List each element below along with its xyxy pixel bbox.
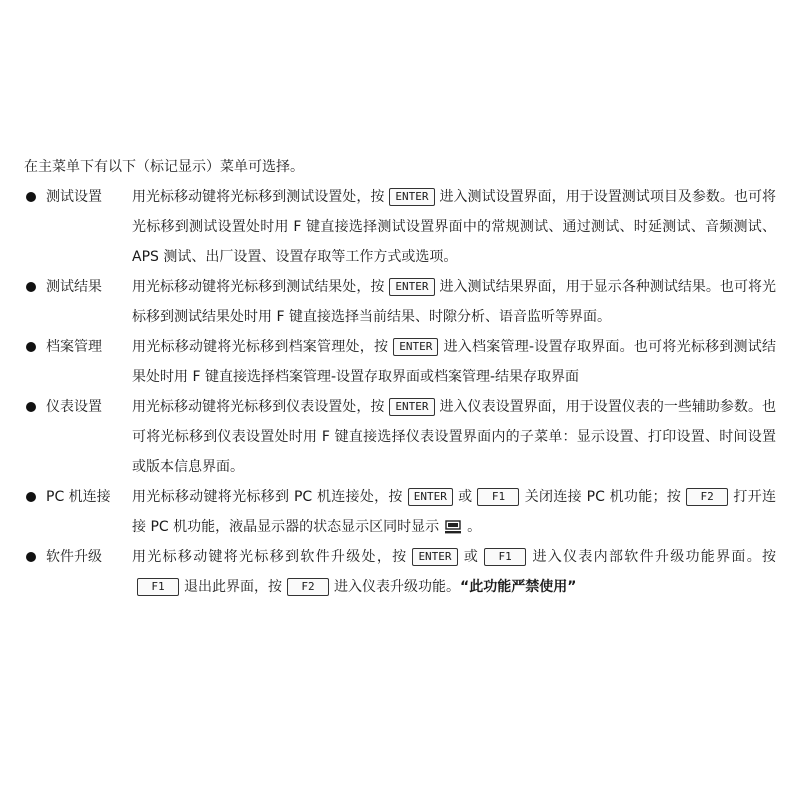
desc-part: 用光标移动键将光标移到测试设置处，按: [132, 189, 385, 205]
intro-text: 在主菜单下有以下（标记显示）菜单可选择。: [24, 159, 304, 175]
f1-key-label: F1: [137, 578, 179, 596]
desc-part: 用光标移动键将光标移到档案管理处，按: [132, 339, 389, 355]
f1-key-label: F1: [484, 548, 526, 566]
item-term: 测试结果: [46, 279, 102, 295]
desc-part: 退出此界面，按: [184, 579, 282, 595]
enter-key-label: ENTER: [389, 398, 434, 416]
desc-part: 打开连接 PC 机功能，液晶显示器的状态显示区同时显示: [132, 489, 777, 535]
item-term: PC 机连接: [46, 489, 111, 505]
f2-key-label: F2: [287, 578, 329, 596]
desc-part: 用光标移动键将光标移到仪表设置处，按: [132, 399, 385, 415]
desc-part: 进入仪表设置界面，用于设置仪表的一些辅助参数。也可将光标移到仪表设置处时用 F 键直接选择仪表设置界面内的子菜单：显示设置、打印设置、时间设置或版本信息界面。: [132, 399, 776, 475]
bullet-icon: [26, 282, 36, 292]
enter-key-label: ENTER: [389, 278, 434, 296]
desc-part: 进入测试设置界面，用于设置测试项目及参数。也可将光标移到测试设置处时用 F 键直接选择测试设置界面中的常规测试、通过测试、时延测试、音频测试、APS 测试、出厂设置、设置存取等工作方式或选项。: [132, 189, 776, 265]
item-description: [132, 542, 776, 602]
enter-key-label: ENTER: [412, 548, 457, 566]
desc-part: 用光标移动键将光标移到软件升级处，按: [132, 549, 408, 565]
desc-part: 或: [462, 549, 480, 565]
desc-part: 进入仪表升级功能。: [334, 579, 460, 595]
item-term: 档案管理: [46, 339, 102, 355]
list-item-file-management: [24, 332, 776, 392]
item-description: [132, 182, 776, 272]
bullet-icon: [26, 192, 36, 202]
f1-key-label: F1: [477, 488, 519, 506]
warning-text: “此功能严禁使用”: [460, 579, 577, 595]
list-item-software-upgrade: [24, 542, 776, 602]
item-term: 仪表设置: [46, 399, 102, 415]
desc-part: 用光标移动键将光标移到测试结果处，按: [132, 279, 385, 295]
f2-key-label: F2: [686, 488, 728, 506]
bullet-icon: [26, 402, 36, 412]
desc-part: 或: [457, 489, 473, 505]
enter-key-label: ENTER: [393, 338, 438, 356]
enter-key-label: ENTER: [389, 188, 434, 206]
item-term: 软件升级: [46, 549, 102, 565]
list-item-instrument-settings: [24, 392, 776, 482]
document-body: [24, 152, 776, 602]
desc-part: 关闭连接 PC 机功能；按: [524, 489, 682, 505]
bullet-icon: [26, 552, 36, 562]
desc-part: 进入测试结果界面，用于显示各种测试结果。也可将光标移到测试结果处时用 F 键直接选择当前结果、时隙分析、语音监听等界面。: [132, 279, 776, 325]
item-description: [132, 482, 776, 542]
desc-part: 用光标移动键将光标移到 PC 机连接处，按: [132, 489, 403, 505]
list-item-test-results: [24, 272, 776, 332]
item-description: [132, 332, 776, 392]
bullet-icon: [26, 492, 36, 502]
enter-key-label: ENTER: [408, 488, 453, 506]
item-description: [132, 272, 776, 332]
item-term: 测试设置: [46, 189, 102, 205]
desc-part: 进入档案管理-设置存取界面。也可将光标移到测试结果处时用 F 键直接选择档案管理-设置存取界面或档案管理-结果存取界面: [132, 339, 777, 385]
pc-connection-icon: [445, 520, 461, 534]
list-item-test-settings: [24, 182, 776, 272]
bullet-icon: [26, 342, 36, 352]
item-description: [132, 392, 776, 482]
desc-part: 进入仪表内部软件升级功能界面。按: [531, 549, 777, 565]
list-item-pc-connection: [24, 482, 776, 542]
desc-part: 。: [467, 519, 482, 535]
